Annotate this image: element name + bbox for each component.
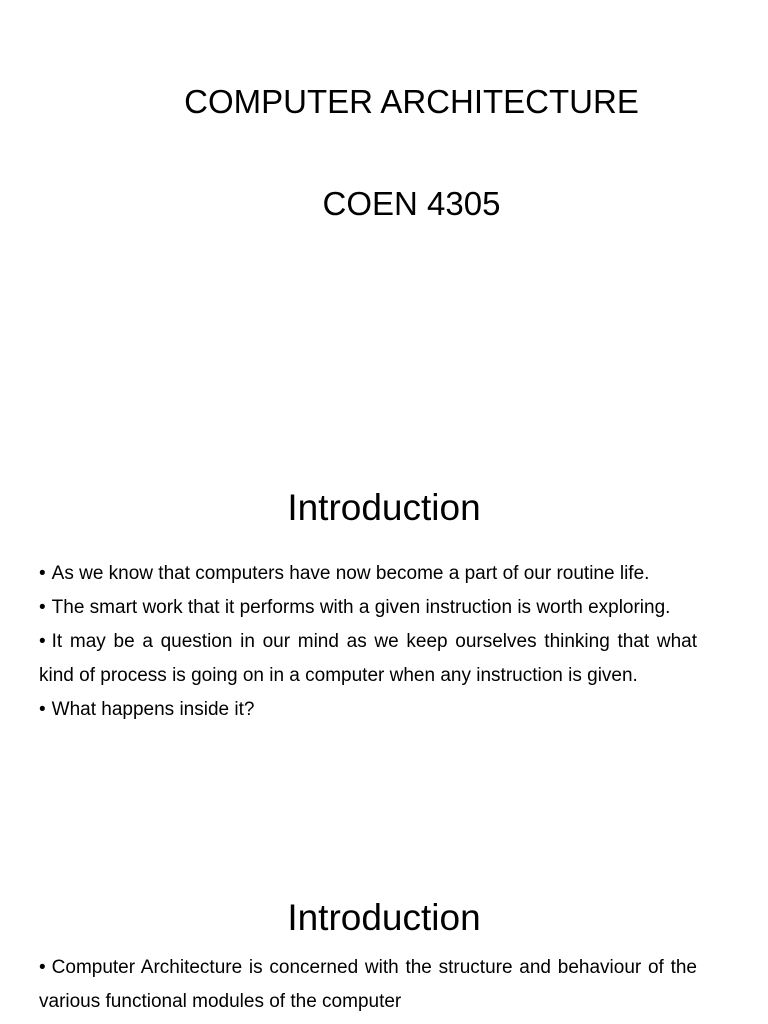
- bullet-item: [39, 591, 697, 625]
- bullet-item: [39, 951, 697, 1019]
- bullet-text: It may be a question in our mind as we keep ourselves thinking that what kind of process is going on in a computer when any instruction is given.: [39, 631, 697, 686]
- bullet-text: The smart work that it performs with a given instruction is worth exploring.: [51, 597, 671, 618]
- bullet-marker: •: [39, 699, 46, 720]
- section-heading: Introduction: [287, 897, 481, 938]
- bullet-marker: •: [39, 563, 46, 584]
- bullet-text: What happens inside it?: [51, 699, 255, 720]
- bullet-text: As we know that computers have now become a part of our routine life.: [51, 563, 650, 584]
- course-code: COEN 4305: [322, 185, 501, 222]
- bullet-list: [39, 557, 697, 727]
- bullet-item: [39, 557, 697, 591]
- bullet-marker: •: [39, 957, 46, 978]
- section-heading: Introduction: [287, 487, 481, 528]
- bullet-item: [39, 625, 697, 693]
- page-title: COMPUTER ARCHITECTURE: [184, 83, 639, 120]
- bullet-text: Computer Architecture is concerned with the structure and behaviour of the various functional modules of the computer: [39, 957, 697, 1012]
- bullet-marker: •: [39, 631, 46, 652]
- bullet-list: [39, 951, 697, 1019]
- bullet-item: [39, 693, 697, 727]
- bullet-marker: •: [39, 597, 46, 618]
